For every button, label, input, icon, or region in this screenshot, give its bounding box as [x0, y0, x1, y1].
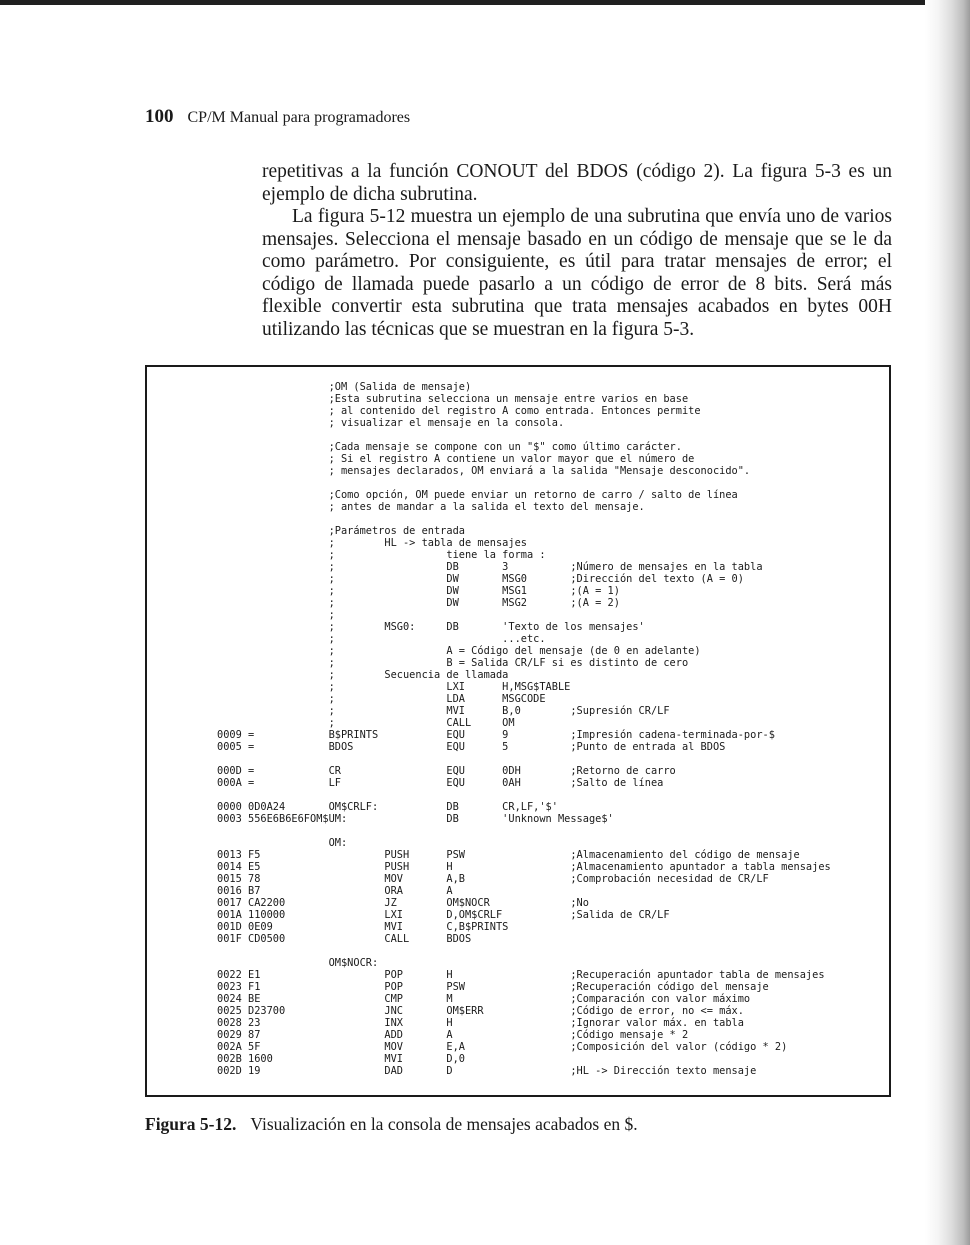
- paragraph: La figura 5-12 muestra un ejemplo de una subrutina que envía uno de varios mensajes. Selecciona el mensaje basado en un código de mensaje que se le da como parámetro. Por consiguiente, es útil para tratar mensajes de error; el código de llamada puede pasarlo a un código de error de 8 bits. Será más flexible convertir esta subrutina que trata mensajes acabados en bytes 00H utilizando las técnicas que se muestran en la figura 5-3.: [262, 206, 892, 340]
- page-top-edge: [0, 0, 970, 5]
- paragraph: repetitivas a la función CONOUT del BDOS (código 2). La figura 5-3 es un ejemplo de dicha subrutina.: [262, 161, 892, 205]
- page-number: 100: [145, 106, 174, 127]
- running-title: CP/M Manual para programadores: [187, 109, 411, 126]
- assembly-listing: ;OM (Salida de mensaje) ;Esta subrutina selecciona un mensaje entre varios en base ; al contenido del registro A como entrada. Entonces permite ; visualizar el mensaje en la consola. ;Cada mensaje se compone con un "$" como último carácter. ; Si el registro A contiene un valor mayor que el número de ; mensajes declarados, OM enviará a la salida "Mensaje desconocido". ;Como opción, OM puede enviar un retorno de carro / salto de línea ; antes de mandar a la salida el texto del mensaje. ;Parámetros de entrada ; HL -> tabla de mensajes ; tiene la forma : ; DB 3 ;Número de mensajes en la tabla ; DW MSG0 ;Dirección del texto (A = 0) ; DW MSG1 ;(A = 1) ; DW MSG2 ;(A = 2) ; ; MSG0: DB 'Texto de los mensajes' ; ...etc. ; A = Código del mensaje (de 0 en adelante) ; B = Salida CR/LF si es distinto de cero ; Secuencia de llamada ; LXI H,MSG$TABLE ; LDA MSGCODE ; MVI B,0 ;Supresión CR/LF ; CALL OM 0009 = B$PRINTS EQU 9 ;Impresión cadena-terminada-por-$ 0005 = BDOS EQU 5 ;Punto de entrada al BDOS 000D = CR EQU 0DH ;Retorno de carro 000A = LF EQU 0AH ;Salto de línea 0000 0D0A24 OM$CRLF: DB CR,LF,'$' 0003 556E6B6E6FOM$UM: DB 'Unknown Message$' OM: 0013 F5 PUSH PSW ;Almacenamiento del código de mensaje 0014 E5 PUSH H ;Almacenamiento apuntador a tabla mensajes 0015 78 MOV A,B ;Comprobación necesidad de CR/LF 0016 B7 ORA A 0017 CA2200 JZ OM$NOCR ;No 001A 110000 LXI D,OM$CRLF ;Salida de CR/LF 001D 0E09 MVI C,B$PRINTS 001F CD0500 CALL BDOS OM$NOCR: 0022 E1 POP H ;Recuperación apuntador tabla de mensajes 0023 F1 POP PSW ;Recuperación código del mensaje 0024 BE CMP M ;Comparación con valor máximo 0025 D23700 JNC OM$ERR ;Código de error, no <= máx. 0028 23 INX H ;Ignorar valor máx. en tabla 0029 87 ADD A ;Código mensaje * 2 002A 5F MOV E,A ;Composición del valor (código * 2) 002B 1600 MVI D,0 002D 19 DAD D ;HL -> Dirección texto mensaje: [217, 381, 831, 1077]
- caption-text: Visualización en la consola de mensajes acabados en $.: [250, 1114, 638, 1134]
- caption-label: Figura 5-12.: [145, 1114, 237, 1134]
- page-header: [145, 106, 410, 128]
- book-spine-shadow: [925, 0, 970, 1245]
- figure-listing-box: [145, 365, 891, 1097]
- figure-caption: [145, 1114, 638, 1135]
- body-text: [262, 161, 892, 341]
